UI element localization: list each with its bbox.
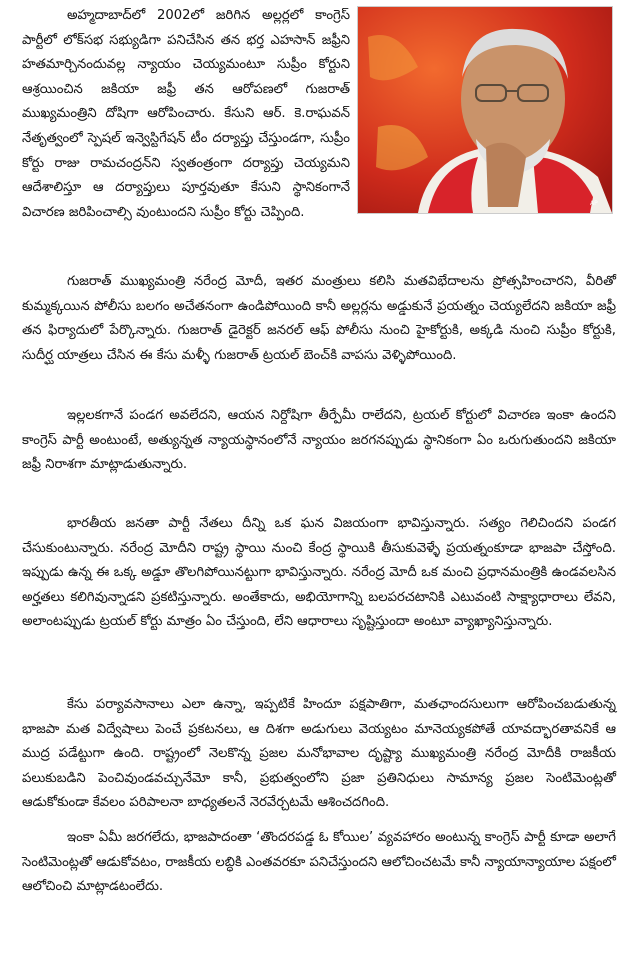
article-photo [357, 6, 613, 214]
photo-credit-mark: AP [590, 200, 598, 207]
article-paragraph-6: ఇంకా ఏమీ జరగలేదు, భాజపాదంతా ‘తొందరపడ్డ ఓ కోయిల’ వ్యవహారం అంటున్న కాంగ్రెస్ పార్టీ కూడా అలాగే సెంటిమెంట్లతో ఆడుకోవటం, రాజకీయ లబ్ధికి ఎంతవరకూ పనిచేస్తుందని ఆలోచించటమే కానీ న్యాయాన్యాయాల పక్షంలో ఆలోచించి మాట్లాడటంలేదు. [22, 830, 616, 895]
portrait-illustration [358, 7, 612, 213]
article-paragraph-1: అహ్మదాబాద్‌లో 2002లో జరిగిన అల్లర్లలో కాంగ్రెస్ పార్టీలో లోక్‌సభ సభ్యుడిగా పనిచేసిన తన భర్త ఎహసాన్ జఫ్రీని హతమార్చినందువల్ల న్యాయం చెయ్యమంటూ సుప్రీం కోర్టుని ఆశ్రయించిన జకియా జఫ్రీ తన ఆరోపణలో గుజరాత్ ముఖ్యమంత్రిని దోషిగా ఆరోపించారు. కేసుని ఆర్. కె.రాఘవన్ నేతృత్వంలో స్పెషల్ ఇన్వెస్టిగేషన్ టీం దర్యాప్తు చేస్తుండగా, సుప్రీం కోర్టు రాజు రామచంద్రన్‌ని స్వతంత్రంగా దర్యాప్తు చెయ్యమని ఆదేశాలిస్తూ ఆ దర్యాప్తులు పూర్తవుతూ కేసుని స్థానికంగానే విచారణ జరిపించాల్సి వుంటుందని సుప్రీం కోర్టు చెప్పింది. [22, 8, 350, 220]
article-paragraph-5: కేసు పర్యావసానాలు ఎలా ఉన్నా, ఇప్పటికే హిందూ పక్షపాతిగా, మతఛాందసులుగా ఆరోపించబడుతున్న భాజపా మత విద్వేషాలు పెంచే ప్రకటనలు, ఆ దిశగా అడుగులు వెయ్యటం మానెయ్యకపోతే యావద్భారతావనికే ఆ ముద్ర పడేట్టుగా ఉంది. రాష్ట్రంలో నెలకొన్న ప్రజల మనోభావాల దృష్ట్యా ముఖ్యమంత్రి నరేంద్ర మోదీకి రాజకీయ పలుకుబడిని పెంచివుండవచ్చునేమో కానీ, ప్రభుత్వంలోని ప్రజా ప్రతినిధులు సామాన్య ప్రజల సెంటిమెంట్లతో ఆడుకోకుండా కేవలం పరిపాలనా బాధ్యతలనే నెరవేర్చటమే ఆశించదగింది. [22, 697, 616, 811]
article-paragraph-3: ఇల్లలకగానే పండగ అవలేదని, ఆయన నిర్దోషిగా తీర్పేమీ రాలేదని, ట్రయల్ కోర్టులో విచారణ ఇంకా ఉందని కాంగ్రెస్ పార్టీ అంటుంటే, అత్యున్నత న్యాయస్థానంలోనే న్యాయం జరగనప్పుడు స్థానికంగా ఏం ఒరుగుతుందని జకియా జఫ్రీ నిరాశగా మాట్లాడుతున్నారు. [22, 408, 616, 473]
article-paragraph-4: భారతీయ జనతా పార్టీ నేతలు దీన్ని ఒక ఘన విజయంగా భావిస్తున్నారు. సత్యం గెలిచిందని పండగ చేసుకుంటున్నారు. నరేంద్ర మోదీని రాష్ట్ర స్థాయి నుంచి కేంద్ర స్థాయికి తీసుకువెళ్ళే ప్రయత్నంకూడా భాజపా చేస్తోంది. ఇప్పుడు ఉన్న ఈ ఒక్క అడ్డూ తొలగిపోయినట్టుగా భావిస్తున్నారు. నరేంద్ర మోదీ ఒక మంచి ప్రధానమంత్రికి ఉండవలసిన అర్హతలు కలిగివున్నాడని ప్రకటిస్తున్నారు. అంతేకాదు, అభియోగాన్ని బలపరచటానికి ఎటువంటి సాక్ష్యాధారాలు లేవని, అలాంటప్పుడు ట్రయల్ కోర్టు మాత్రం ఏం చేస్తుంది, లేని ఆధారాలు సృష్టిస్తుందా అంటూ వ్యాఖ్యానిస్తున్నారు. [22, 516, 616, 630]
article-paragraph-2: గుజరాత్ ముఖ్యమంత్రి నరేంద్ర మోదీ, ఇతర మంత్రులు కలిసి మతవిభేదాలను ప్రోత్సహించారని, వీరితో కుమ్మక్కయిన పోలీసు బలగం అచేతనంగా ఉండిపోయింది కానీ అల్లర్లను అడ్డుకునే ప్రయత్నం చెయ్యలేదని జకియా జఫ్రీ తన ఫిర్యాదులో పేర్కొన్నారు. గుజరాత్ డైరెక్టర్ జనరల్ ఆఫ్ పోలీసు నుంచి హైకోర్టుకి, అక్కడి నుంచి సుప్రీం కోర్టుకి, సుదీర్ఘ యాత్రలు చేసిన ఈ కేసు మళ్ళీ గుజరాత్ ట్రయల్ బెంచ్‌కి వాపసు వెళ్ళిపోయింది. [22, 274, 616, 363]
